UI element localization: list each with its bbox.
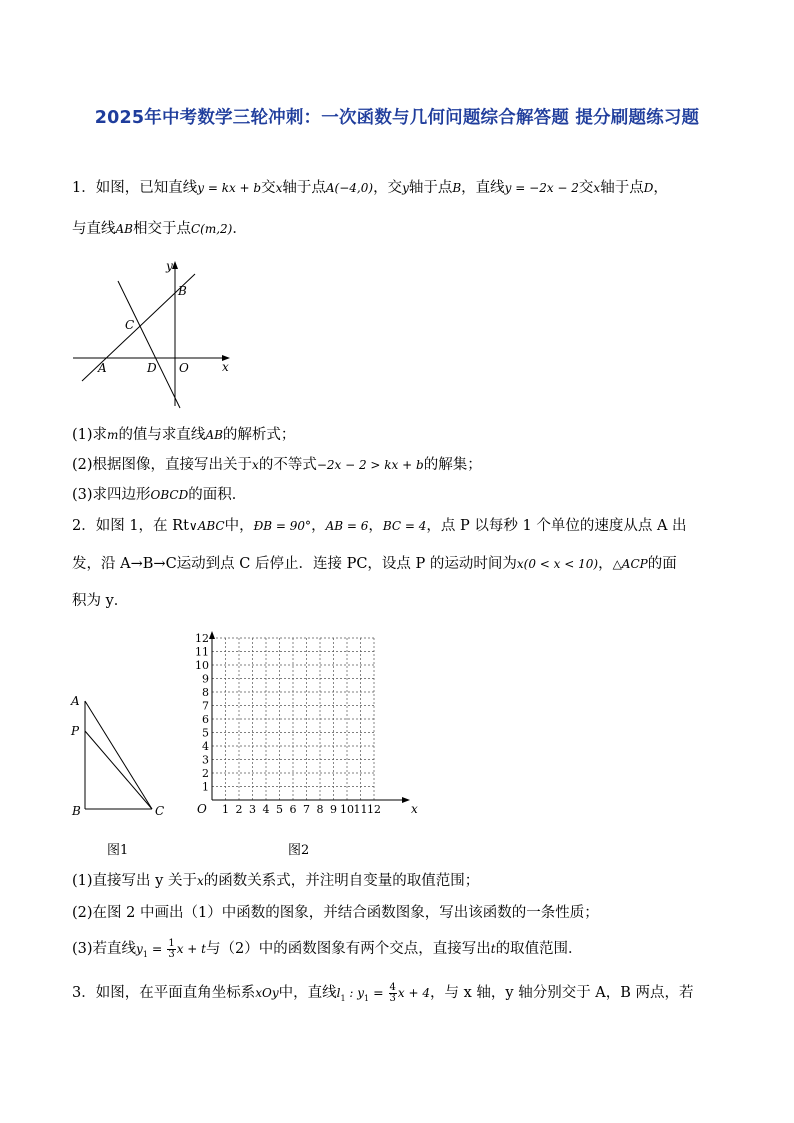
q1-line-2 — [72, 219, 732, 239]
label-c: C — [125, 318, 135, 332]
text: 的值与求直线 — [118, 427, 206, 443]
label-d: D — [147, 361, 157, 375]
label-o: O — [179, 361, 189, 375]
text: 的解集； — [423, 457, 482, 473]
q2-line-3: 积为 y． — [72, 593, 129, 609]
text: 轴于点 — [282, 180, 326, 196]
math-var: x — [252, 458, 259, 472]
math-var: x — [196, 874, 204, 888]
q1-number: 1． — [72, 180, 96, 196]
x-tick-label: 11 — [353, 803, 368, 816]
math-point: A(−4,0) — [325, 181, 374, 195]
math-expr: x + 4 — [397, 986, 430, 1000]
text: 与直线 — [72, 221, 116, 237]
y-tick-label: 1 — [202, 780, 209, 794]
math-subscript: 1 — [142, 949, 148, 959]
text: ， — [368, 518, 383, 534]
text: 的面 — [647, 556, 677, 572]
q1-sub-2 — [72, 455, 732, 475]
math-segment: AB — [205, 428, 223, 442]
q2-line-1 — [72, 516, 732, 536]
q2-sub-2: (2)在图 2 中画出（1）中函数的图象，并结合函数图象，写出该函数的一条性质； — [72, 905, 599, 921]
q1-line-1 — [72, 178, 732, 198]
math-var: y — [136, 942, 143, 956]
q1-sub-3 — [72, 485, 732, 505]
arrow-icon: → — [153, 556, 166, 572]
text: (3)若直线 — [72, 941, 137, 957]
x-tick-label: 12 — [367, 803, 381, 816]
math-angle: ÐB = 90° — [253, 519, 312, 533]
q1-figure — [70, 256, 240, 416]
math-var: l — [336, 986, 341, 1000]
text: ，直线 — [461, 180, 505, 196]
q2-sub-3 — [72, 936, 732, 968]
math-eq: AB = 6 — [325, 519, 369, 533]
page-title: 2025年中考数学三轮冲刺：一次函数与几何问题综合解答题 提分刷题练习题 — [94, 108, 700, 128]
fraction-denominator: 3 — [168, 948, 175, 960]
figure-2-caption: 图2 — [288, 843, 310, 858]
label-c: C — [155, 804, 165, 818]
fraction-denominator: 3 — [389, 992, 396, 1004]
text: 交 — [261, 180, 276, 196]
math-point: D — [643, 181, 654, 195]
text: B — [142, 556, 154, 572]
text: (1)求 — [72, 427, 108, 443]
text: 轴于点 — [600, 180, 644, 196]
arrow-icon: → — [130, 556, 143, 572]
math-point: B — [452, 181, 462, 195]
x-tick-label: 5 — [276, 803, 283, 816]
fraction — [167, 939, 175, 960]
y-tick-label: 3 — [202, 753, 209, 767]
line-cd — [118, 281, 180, 408]
text: (3)求四边形 — [72, 487, 151, 503]
figure-1-caption: 图1 — [107, 843, 129, 858]
math-eq: = — [369, 985, 388, 1000]
math-quad: OBCD — [150, 488, 189, 502]
math-var: m — [107, 428, 119, 442]
math-subscript: 1 — [340, 993, 346, 1003]
fraction-numerator: 1 — [168, 937, 175, 949]
text: ， — [598, 556, 613, 572]
q2-line-2 — [72, 554, 732, 574]
text: 轴于点 — [408, 180, 453, 196]
math-var: t — [490, 942, 496, 956]
text: 的函数关系式，并注明自变量的取值范围； — [203, 873, 480, 889]
q3-line-1 — [72, 980, 732, 1012]
math-point: C(m,2) — [190, 222, 233, 236]
text: (2)根据图像，直接写出关于 — [72, 457, 253, 473]
y-tick-label: 2 — [202, 767, 209, 780]
label-p: P — [71, 724, 80, 738]
x-tick-label: 2 — [235, 803, 243, 816]
math-triangle: △ACP — [612, 557, 648, 571]
text: 3．如图，在平面直角坐标系 — [72, 985, 256, 1001]
text: 的解析式； — [222, 427, 296, 443]
label-b: B — [178, 284, 187, 298]
math-var: x — [275, 181, 283, 195]
label-x: x — [222, 360, 229, 374]
math-var: x — [593, 181, 601, 195]
math-system: xOy — [255, 986, 279, 1000]
y-tick-label: 7 — [202, 699, 209, 713]
y-tick-label: 8 — [202, 686, 209, 699]
math-var: y — [402, 181, 409, 195]
y-tick-label: 10 — [195, 659, 209, 672]
math-eq: y = −2x − 2 — [504, 181, 579, 195]
q1-sub-1 — [72, 425, 732, 445]
math-segment: AB — [115, 222, 133, 236]
x-tick-label: 4 — [262, 803, 270, 816]
fraction — [389, 983, 397, 1004]
y-tick-label: 5 — [202, 726, 209, 740]
y-tick-label: 4 — [202, 740, 209, 753]
text: (1)直接写出 y 关于 — [72, 873, 197, 889]
grid-y-arrow — [209, 631, 215, 639]
text: 相交于点 — [132, 221, 191, 237]
label-y: y — [166, 259, 173, 273]
side-ac — [85, 701, 152, 809]
text: 如图，已知直线 — [95, 180, 198, 196]
math-range: x(0 < x < 10) — [516, 557, 599, 571]
x-tick-label: 6 — [289, 803, 297, 816]
grid-origin-label: O — [197, 802, 207, 816]
text: ，点 P 以每秒 1 个单位的速度从点 A 出 — [426, 518, 687, 534]
y-axis-arrow — [172, 261, 178, 269]
q2-sub-1 — [72, 871, 732, 891]
text: ，与 x 轴，y 轴分别交于 A，B 两点，若 — [430, 985, 694, 1001]
math-eq: BC = 4 — [382, 519, 427, 533]
text: ， — [653, 180, 668, 196]
math-eq: y = kx + b — [197, 181, 262, 195]
x-tick-label: 1 — [222, 803, 229, 816]
text: ，交 — [373, 180, 403, 196]
text: 的取值范围． — [495, 941, 583, 957]
x-tick-label: 3 — [249, 803, 256, 816]
math-eq: = — [147, 941, 167, 956]
text: 中，直线 — [278, 985, 337, 1001]
math-triangle: ∨ABC — [188, 519, 225, 533]
label-a: A — [98, 361, 107, 375]
x-tick-label: 7 — [303, 803, 310, 816]
label-b: B — [72, 804, 81, 818]
text: 与（2）中的函数图象有两个交点，直接写出 — [206, 941, 491, 957]
x-tick-label: 10 — [340, 803, 354, 816]
text: ． — [232, 221, 247, 237]
text: 的不等式 — [258, 457, 317, 473]
text: C运动到点 C 后停止．连接 PC，设点 P 的运动时间为 — [165, 556, 517, 572]
text: 发，沿 A — [72, 556, 131, 572]
math-inequality: −2x − 2 > kx + b — [316, 458, 424, 472]
math-expr: x + t — [176, 942, 206, 956]
fraction-numerator: 4 — [389, 981, 396, 993]
q2-figure-2-grid — [190, 630, 422, 822]
text: 2．如图 1，在 Rt — [72, 518, 189, 534]
q2-figure-1 — [66, 688, 176, 823]
text: ， — [311, 518, 326, 534]
x-tick-label: 8 — [316, 803, 324, 816]
segment-pc — [85, 731, 152, 809]
math-subscript: 1 — [364, 993, 370, 1003]
grid-x-arrow — [402, 797, 410, 803]
y-tick-label: 12 — [195, 632, 209, 645]
math-expr: : y — [345, 986, 365, 1000]
grid-x-label: x — [411, 802, 418, 816]
text: 的面积． — [188, 487, 247, 503]
label-a: A — [71, 694, 80, 708]
text: 中， — [224, 518, 254, 534]
text: 交 — [578, 180, 594, 196]
y-tick-label: 6 — [202, 713, 209, 726]
y-tick-label: 11 — [195, 645, 209, 659]
x-tick-label: 9 — [330, 803, 337, 816]
y-tick-label: 9 — [202, 672, 209, 686]
